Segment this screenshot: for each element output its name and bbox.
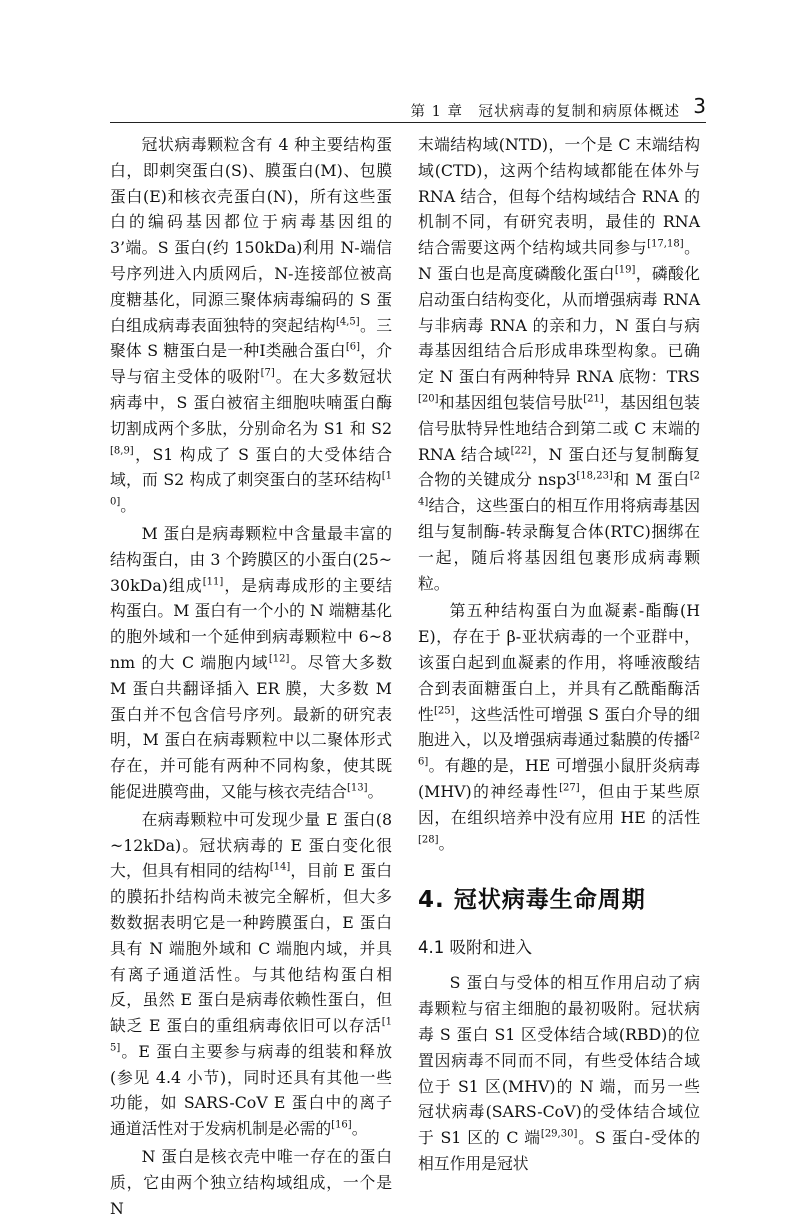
- text-run: N 蛋白是核衣壳中唯一存在的蛋白质，它由两个独立结构域组成，一个是 N: [110, 1147, 392, 1218]
- paragraph-m-protein: [110, 521, 392, 805]
- citation: [17,18]: [647, 238, 684, 250]
- subsection-heading: 4.1 吸附和进入: [418, 938, 532, 958]
- citation: [22]: [510, 445, 532, 457]
- running-header: [110, 94, 706, 122]
- citation: [21]: [583, 393, 604, 405]
- text-run: 。在大多数冠状病毒中，S 蛋白被宿主细胞呋喃蛋白酶切割成两个多肽，分别命名为 S1 和 S2: [110, 367, 392, 438]
- text-run: ，但由于某些原因，在组织培养中没有应用 HE 的活性: [418, 781, 700, 827]
- text-run: 。S 蛋白-受体的相互作用是冠状: [418, 1128, 701, 1173]
- text-run: 。: [351, 1119, 368, 1139]
- paragraph-attachment: [418, 970, 700, 1176]
- citation: [7]: [260, 367, 275, 379]
- citation: [19]: [614, 264, 636, 276]
- citation: [12]: [268, 653, 290, 665]
- text-run: 。三聚体 S 糖蛋白是一种Ⅰ类融合蛋白: [110, 315, 392, 361]
- citation: [8,9]: [110, 445, 134, 457]
- text-run: 。N 蛋白也是高度磷酸化蛋白: [418, 238, 700, 283]
- text-run: 和 M 蛋白: [612, 470, 690, 490]
- paragraph-e-protein: [110, 807, 392, 1142]
- citation: [26]: [418, 731, 700, 768]
- text-run: 。E 蛋白主要参与病毒的组装和释放(参见 4.4 小节)，同时还具有其他一些功能，如 SARS-CoV E 蛋白中的离子通道活性对于发病机制是必需的: [110, 1041, 392, 1139]
- text-run: ，介导与宿主受体的吸附: [110, 341, 392, 387]
- text-run: 第五种结构蛋白为血凝素-酯酶(HE)，存在于 β-亚状病毒的一个亚群中，该蛋白起到血凝素的作用，将唾液酸结合到表面糖蛋白上，并具有乙酰酯酶活性: [418, 601, 700, 724]
- page-number: 3: [693, 94, 706, 118]
- text-run: ，目前 E 蛋白的膜拓扑结构尚未被完全解析，但大多数数据表明它是一种跨膜蛋白，E 蛋白具有 N 端胞外域和 C 端胞内域，并具有离子通道活性。与其他结构蛋白相反，虽然 E 蛋白是病毒依赖性蛋白，但缺乏 E 蛋白的重组病毒依旧可以存活: [110, 861, 392, 1036]
- citation: [18,23]: [576, 471, 613, 483]
- text-run: 。有趣的是，HE 可增强小鼠肝炎病毒(MHV)的神经毒性: [418, 756, 700, 801]
- header-rule: [110, 122, 706, 123]
- citation: [20]: [418, 393, 439, 405]
- text-run: 在病毒颗粒中可发现少量 E 蛋白(8~12kDa)。冠状病毒的 E 蛋白变化很大，但具有相同的结构: [110, 809, 392, 881]
- citation: [16]: [331, 1120, 352, 1132]
- citation: [14]: [269, 862, 291, 874]
- citation: [25]: [434, 705, 455, 717]
- citation: [15]: [110, 1016, 392, 1054]
- citation: [11]: [202, 576, 224, 588]
- text-run: 和基因组包装信号肽: [438, 392, 584, 412]
- citation: [10]: [110, 471, 392, 508]
- text-run: M 蛋白是病毒颗粒中含量最丰富的结构蛋白，由 3 个跨膜区的小蛋白(25~30kDa)组成: [110, 523, 392, 595]
- text-run: 。: [120, 496, 137, 516]
- text-run: ，基因组包装信号肽特异性地结合到第二或 C 末端的 RNA 结合域: [418, 392, 700, 464]
- citation: [6]: [345, 342, 360, 354]
- paragraph-n-protein-cont: [418, 132, 700, 596]
- text-run: 结合，这些蛋白的相互作用将病毒基因组与复制酶-转录酶复合体(RTC)捆绑在一起，随后将基因组包裹形成病毒颗粒。: [418, 496, 700, 593]
- left-column: [110, 132, 393, 1218]
- citation: [29,30]: [540, 1128, 578, 1140]
- right-column: [418, 132, 701, 1173]
- citation: [24]: [418, 471, 701, 508]
- citation: [27]: [559, 782, 580, 794]
- paragraph-s-protein: [110, 132, 392, 519]
- text-run: ，磷酸化启动蛋白结构变化，从而增强病毒 RNA 与非病毒 RNA 的亲和力，N 蛋白与病毒基因组结合后形成串珠型构象。已确定 N 蛋白有两种特异 RNA 底物：TRS: [418, 263, 700, 387]
- text-run: 末端结构域(NTD)，一个是 C 末端结构域(CTD)，这两个结构域都能在体外与 RNA 结合，但每个结构域结合 RNA 的机制不同，有研究表明，最佳的 RNA 结合需要这两个结构域共同参与: [418, 135, 700, 258]
- paragraph-n-protein-start: [110, 1144, 392, 1221]
- text-run: 冠状病毒颗粒含有 4 种主要结构蛋白，即刺突蛋白(S)、膜蛋白(M)、包膜蛋白(E)和核衣壳蛋白(N)，所有这些蛋白的编码基因都位于病毒基因组的 3’端。S 蛋白(约 150kDa)利用 N-端信号序列进入内质网后，N-连接部位被高度糖基化，同源三聚体病毒编码的 S 蛋白组成病毒表面独特的突起结构: [110, 135, 392, 335]
- text-run: 。: [438, 833, 455, 853]
- chapter-title: 第 1 章 冠状病毒的复制和病原体概述: [410, 104, 680, 120]
- section-heading: 4. 冠状病毒生命周期: [418, 887, 646, 914]
- text-run: S 蛋白与受体的相互作用启动了病毒颗粒与宿主细胞的最初吸附。冠状病毒 S 蛋白 S1 区受体结合域(RBD)的位置因病毒不同而不同，有些受体结合域位于 S1 区(MHV)的 N 端，而另一些冠状病毒(SARS-CoV)的受体结合域位于 S1 区的 C 端: [418, 973, 700, 1148]
- text-run: 。: [367, 781, 384, 801]
- text-run: 。尽管大多数 M 蛋白共翻译插入 ER 膜，大多数 M 蛋白并不包含信号序列。最新的研究表明，M 蛋白在病毒颗粒中以二聚体形式存在，并可能有两种不同构象，使其既能促进膜弯曲，又能与核衣壳结合: [110, 652, 392, 801]
- text-run: ，N 蛋白还与复制酶复合物的关键成分 nsp3: [418, 444, 700, 490]
- citation: [13]: [346, 782, 368, 794]
- text-run: ，是病毒成形的主要结构蛋白。M 蛋白有一个小的 N 端糖基化的胞外域和一个延伸到病毒颗粒中 6~8nm 的大 C 端胞内域: [110, 575, 393, 672]
- text-run: ，S1 构成了 S 蛋白的大受体结合域，而 S2 构成了刺突蛋白的茎环结构: [110, 444, 392, 490]
- paragraph-he-protein: [418, 598, 700, 856]
- citation: [28]: [418, 834, 439, 846]
- text-run: ，这些活性可增强 S 蛋白介导的细胞进入，以及增强病毒通过黏膜的传播: [418, 704, 700, 750]
- citation: [4,5]: [335, 316, 360, 328]
